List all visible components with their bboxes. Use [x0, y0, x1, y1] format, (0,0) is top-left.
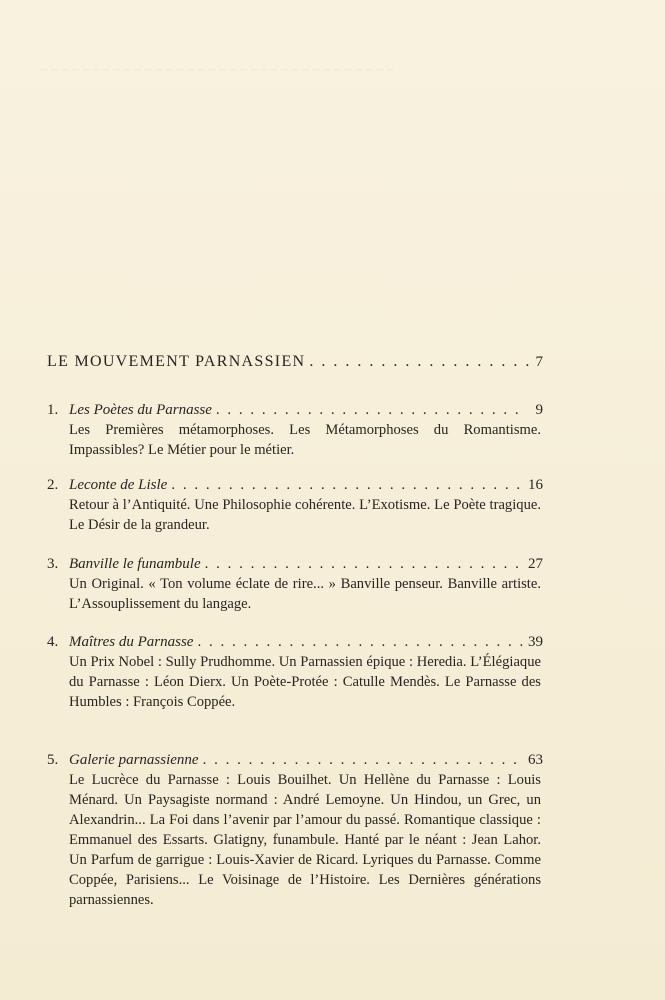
entry-description: Le Lucrèce du Parnasse : Louis Bouilhet. Un Hellène du Parnasse : Louis Ménard. Un Paysagiste normand : André Lemoyne. Un Hindou, un Grec, un Alexandrin... La Foi dans l’avenir par l’amour du passé. Romantique classique : Emmanuel des Essarts. Glatigny, funambule. Hanté par le néant : Jean Lahor. Un Parfum de garrigue : Louis-Xavier de Ricard. Lyriques du Parnasse. Comme Coppée, Parisiens... Le Voisinage de l’Histoire. Les Dernières générations parnassiennes.: [69, 772, 541, 908]
toc-entry-5: [47, 750, 543, 910]
entry-number: 2.: [47, 477, 59, 493]
dot-leader: [197, 632, 523, 652]
toc-section-heading: [47, 353, 543, 371]
dot-leader: [205, 554, 523, 574]
entry-description: Retour à l’Antiquité. Une Philosophie cohérente. L’Exotisme. Le Poète tragique. Le Désir de la grandeur.: [69, 497, 541, 533]
entry-page-number: 39: [528, 634, 543, 650]
dot-leader: [309, 353, 531, 371]
toc-entry-1: [47, 400, 543, 460]
entry-title: Maîtres du Parnasse: [69, 634, 194, 650]
entry-title: Galerie parnassienne: [69, 752, 199, 768]
section-page-number: 7: [535, 354, 543, 370]
entry-description: Un Original. « Ton volume éclate de rire... » Banville penseur. Banville artiste. L’Assouplissement du langage.: [69, 576, 541, 612]
section-title: LE MOUVEMENT PARNASSIEN: [47, 353, 306, 370]
entry-number: 1.: [47, 402, 59, 418]
toc-entry-4: [47, 632, 543, 712]
entry-page-number: 63: [528, 752, 543, 768]
entry-page-number: 16: [528, 477, 543, 493]
entry-number: 3.: [47, 556, 59, 572]
entry-number: 4.: [47, 634, 59, 650]
dot-leader: [171, 475, 523, 495]
entry-title: Les Poètes du Parnasse: [69, 402, 212, 418]
dot-leader: [216, 400, 523, 420]
entry-page-number: 27: [528, 556, 543, 572]
entry-description: Les Premières métamorphoses. Les Métamorphoses du Romantisme. Impassibles? Le Métier pour le métier.: [69, 422, 541, 458]
entry-page-number: 9: [535, 402, 543, 418]
entry-title: Leconte de Lisle: [69, 477, 168, 493]
entry-number: 5.: [47, 752, 59, 768]
dot-leader: [203, 750, 523, 770]
show-through-text: ‒ ‒ ‒ ‒ ‒ ‒ ‒ ‒ ‒ ‒ ‒ ‒ ‒ ‒ ‒ ‒ ‒ ‒ ‒ ‒ ‒ ‒ ‒ ‒ ‒ ‒ ‒ ‒ ‒ ‒ ‒ ‒ ‒ ‒: [40, 62, 394, 77]
entry-title: Banville le funambule: [69, 556, 201, 572]
toc-entry-2: [47, 475, 543, 535]
entry-description: Un Prix Nobel : Sully Prudhomme. Un Parnassien épique : Heredia. L’Élégiaque du Parnasse : Léon Dierx. Un Poète-Protée : Catulle Mendès. Le Parnasse des Humbles : François Coppée.: [69, 654, 541, 710]
toc-entry-3: [47, 554, 543, 614]
